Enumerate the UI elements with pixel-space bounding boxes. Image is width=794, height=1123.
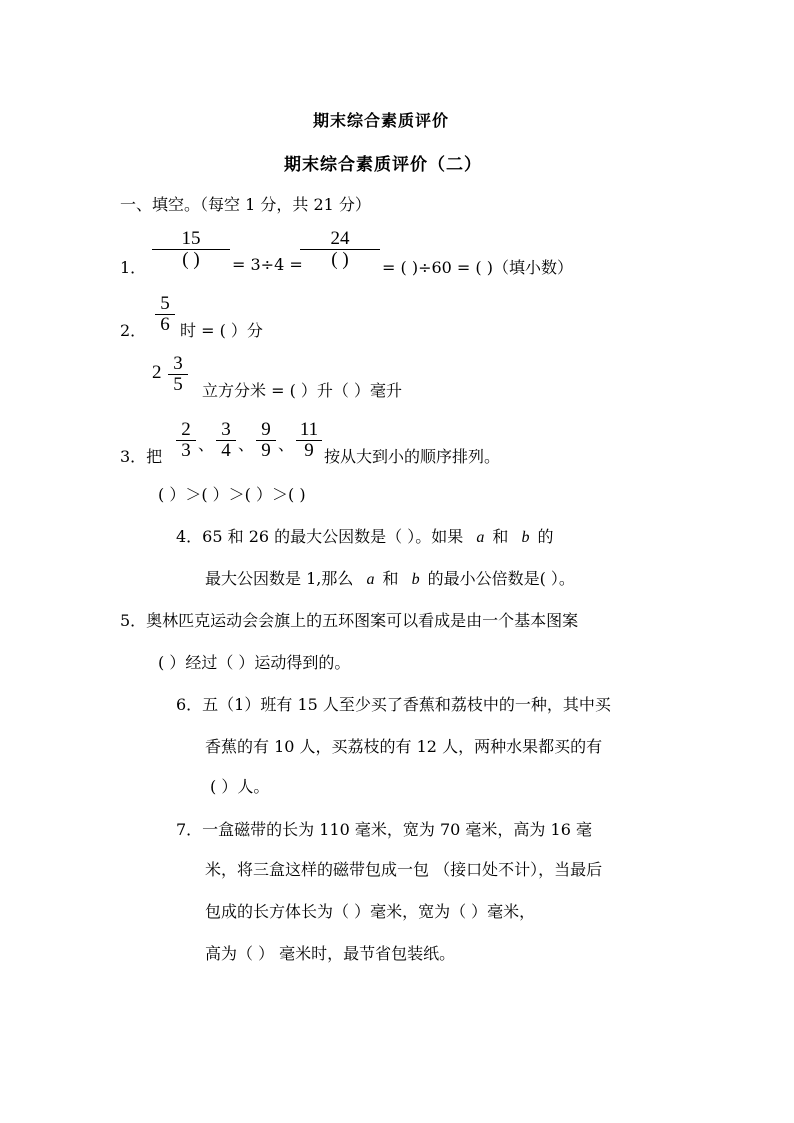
q1-fraction-2 <box>300 229 380 270</box>
q5-line1: 5．奥林匹克运动会会旗上的五环图案可以看成是由一个基本图案 <box>120 611 579 630</box>
q3-separator: 、 <box>238 435 255 454</box>
q3-frac4-numerator: 11 <box>299 419 319 440</box>
q3-number: 3．把 <box>120 447 163 466</box>
q2-mixed-denominator: 5 <box>173 374 183 395</box>
q2-mixed-numerator: 3 <box>173 353 183 374</box>
q3-frac3-denominator: 9 <box>261 440 271 461</box>
q4-line2 <box>205 566 575 589</box>
q2-line1: 时 = ( ）分 <box>180 321 263 340</box>
q2-mixed-whole: 2 <box>152 362 162 383</box>
q1-middle: = 3÷4 = <box>232 255 303 274</box>
q3-frac3-numerator: 9 <box>261 419 271 440</box>
q4-line1-and: 和 <box>492 527 509 546</box>
q3-separator: 、 <box>198 435 215 454</box>
q1-frac2-denominator: ( ) <box>331 249 349 270</box>
q1-frac2-numerator: 24 <box>330 228 350 249</box>
q3-fraction-2 <box>216 420 236 461</box>
q4-var-b: b <box>411 571 420 588</box>
q2-fraction <box>155 294 175 335</box>
q1-frac1-numerator: 15 <box>181 228 201 249</box>
q6-line3: ( ）人。 <box>210 777 270 796</box>
q4-var-a: a <box>366 571 375 588</box>
q2-number: 2． <box>120 321 147 340</box>
q7-line4: 高为（ ） 毫米时，最节省包装纸。 <box>205 944 456 963</box>
q3-fraction-1 <box>176 420 196 461</box>
q4-line1-text: 4．65 和 26 的最大公因数是（ ）。如果 <box>176 527 464 546</box>
page-title: 期末综合素质评价 <box>313 111 450 130</box>
q4-var-a: a <box>476 529 485 546</box>
q3-frac1-denominator: 3 <box>181 440 191 461</box>
q4-line1-tail: 的 <box>537 527 554 546</box>
q2-frac-numerator: 5 <box>160 293 170 314</box>
q6-line1: 6．五（1）班有 15 人至少买了香蕉和荔枝中的一种，其中买 <box>176 695 611 714</box>
q7-line1: 7．一盒磁带的长为 110 毫米，宽为 70 毫米，高为 16 毫 <box>176 820 592 839</box>
q3-separator: 、 <box>278 435 295 454</box>
q3-frac4-denominator: 9 <box>304 440 314 461</box>
q7-line2: 米，将三盒这样的磁带包成一包 （接口处不计），当最后 <box>205 860 603 879</box>
q4-var-b: b <box>521 529 530 546</box>
q4-line2-tail: 的最小公倍数是( ）。 <box>427 569 575 588</box>
q4-line2-text: 最大公因数是 1,那么 <box>205 569 354 588</box>
q3-fraction-4 <box>296 420 322 461</box>
q2-frac-denominator: 6 <box>160 314 170 335</box>
q3-frac2-denominator: 4 <box>221 440 231 461</box>
q2-line2: 立方分米 = ( ）升（ ）毫升 <box>202 381 402 400</box>
q1-fraction-1 <box>152 229 230 270</box>
section-heading: 一、填空。（每空 1 分，共 21 分） <box>120 195 371 214</box>
q3-tail: 按从大到小的顺序排列。 <box>324 447 501 466</box>
q1-tail: = ( )÷60 = ( )（填小数） <box>382 258 573 277</box>
q6-line2: 香蕉的有 10 人，买荔枝的有 12 人，两种水果都买的有 <box>205 737 603 756</box>
q4-line2-and: 和 <box>382 569 399 588</box>
q5-line2: ( ）经过（ ）运动得到的。 <box>158 653 351 672</box>
q3-frac2-numerator: 3 <box>221 419 231 440</box>
page-subtitle: 期末综合素质评价（二） <box>284 155 482 175</box>
q3-fraction-3 <box>256 420 276 461</box>
q2-mixed-fraction <box>168 354 188 395</box>
q4-line1 <box>176 524 553 547</box>
q7-line3: 包成的长方体长为（ ）毫米，宽为（ ）毫米， <box>205 902 536 921</box>
q1-frac1-denominator: ( ) <box>182 249 200 270</box>
q3-answer-row: ( ）＞( ）＞( ）＞( ) <box>158 485 306 504</box>
q1-number: 1． <box>120 258 147 277</box>
q3-frac1-numerator: 2 <box>181 419 191 440</box>
